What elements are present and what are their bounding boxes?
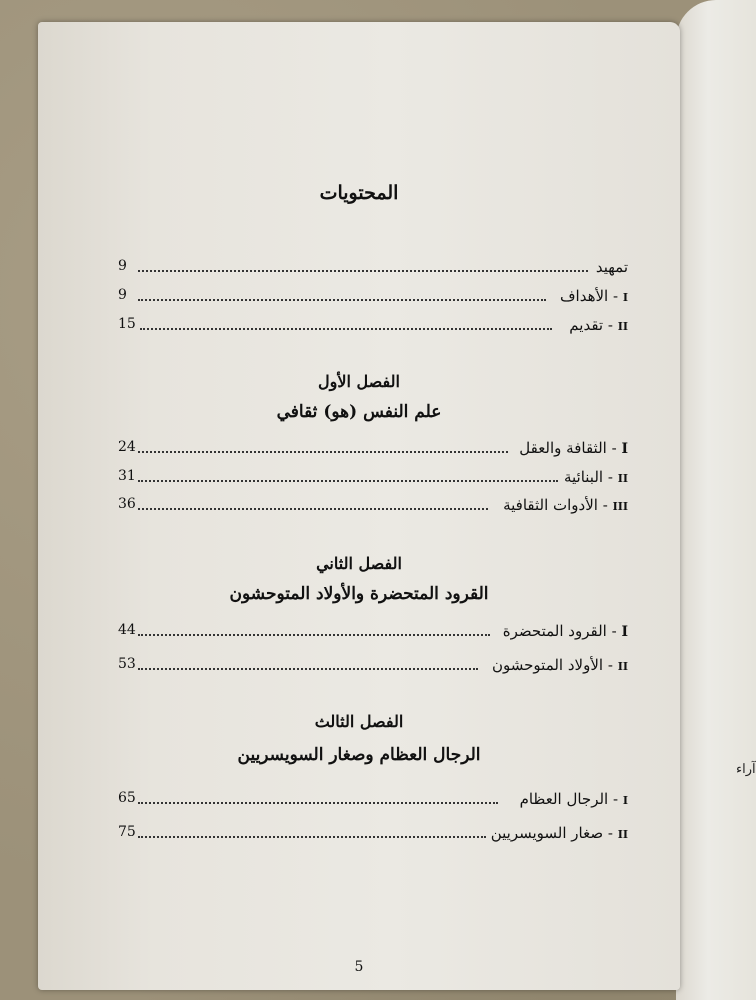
- toc-entry: [118, 496, 628, 518]
- toc-entry: [118, 316, 628, 338]
- leader-dots: [138, 451, 508, 453]
- toc-entry: [118, 790, 628, 812]
- toc-page-number: 15: [118, 316, 136, 332]
- leader-dots: [138, 634, 490, 636]
- toc-page-number: 75: [118, 824, 136, 840]
- toc-entry: [118, 258, 628, 280]
- toc-page-number: 65: [118, 790, 136, 806]
- toc-entry-label: III - الأدوات الثقافية: [503, 496, 628, 514]
- chapter-heading: الفصل الثاني: [316, 554, 402, 573]
- toc-page-number: 31: [118, 468, 136, 484]
- toc-page-number: 53: [118, 656, 136, 672]
- toc-entry: [118, 824, 628, 846]
- leader-dots: [138, 299, 546, 301]
- facing-page-text-fragment: آراء: [736, 762, 756, 777]
- page-title: المحتويات: [319, 182, 399, 204]
- toc-page-number: 24: [118, 439, 136, 455]
- toc-entry: [118, 439, 628, 461]
- leader-dots: [138, 836, 486, 838]
- chapter-subtitle: الرجال العظام وصغار السويسريين: [237, 745, 481, 765]
- leader-dots: [138, 802, 498, 804]
- toc-page-number: 44: [118, 622, 136, 638]
- toc-entry-label: II - الأولاد المتوحشون: [492, 656, 628, 674]
- leader-dots: [138, 668, 478, 670]
- chapter-subtitle: علم النفس (هو) ثقافي: [276, 402, 442, 422]
- toc-page-number: 9: [118, 287, 127, 303]
- leader-dots: [138, 480, 558, 482]
- toc-entry-label: II - صغار السويسريين: [490, 824, 628, 842]
- toc-entry-label: I - الثقافة والعقل: [519, 439, 628, 457]
- chapter-heading: الفصل الأول: [318, 372, 400, 391]
- toc-entry-label: II - البنائية: [563, 468, 628, 486]
- chapter-heading: الفصل الثالث: [314, 712, 404, 731]
- toc-entry-label: I - الأهداف: [560, 287, 628, 305]
- facing-page-edge: [676, 0, 756, 1000]
- book-page: [38, 22, 680, 990]
- toc-page-number: 9: [118, 258, 127, 274]
- toc-entry: [118, 622, 628, 644]
- leader-dots: [140, 328, 552, 330]
- toc-entry-label: I - الرجال العظام: [519, 790, 628, 808]
- page-number: 5: [354, 959, 364, 975]
- leader-dots: [138, 508, 488, 510]
- toc-entry-label: تمهيد: [595, 258, 628, 276]
- chapter-subtitle: القرود المتحضرة والأولاد المتوحشون: [229, 584, 489, 604]
- toc-entry-label: I - القرود المتحضرة: [502, 622, 628, 640]
- toc-entry-label: II - تقديم: [569, 316, 628, 334]
- toc-page-number: 36: [118, 496, 136, 512]
- toc-entry: [118, 287, 628, 309]
- toc-entry: [118, 656, 628, 678]
- toc-entry: [118, 468, 628, 490]
- leader-dots: [138, 270, 588, 272]
